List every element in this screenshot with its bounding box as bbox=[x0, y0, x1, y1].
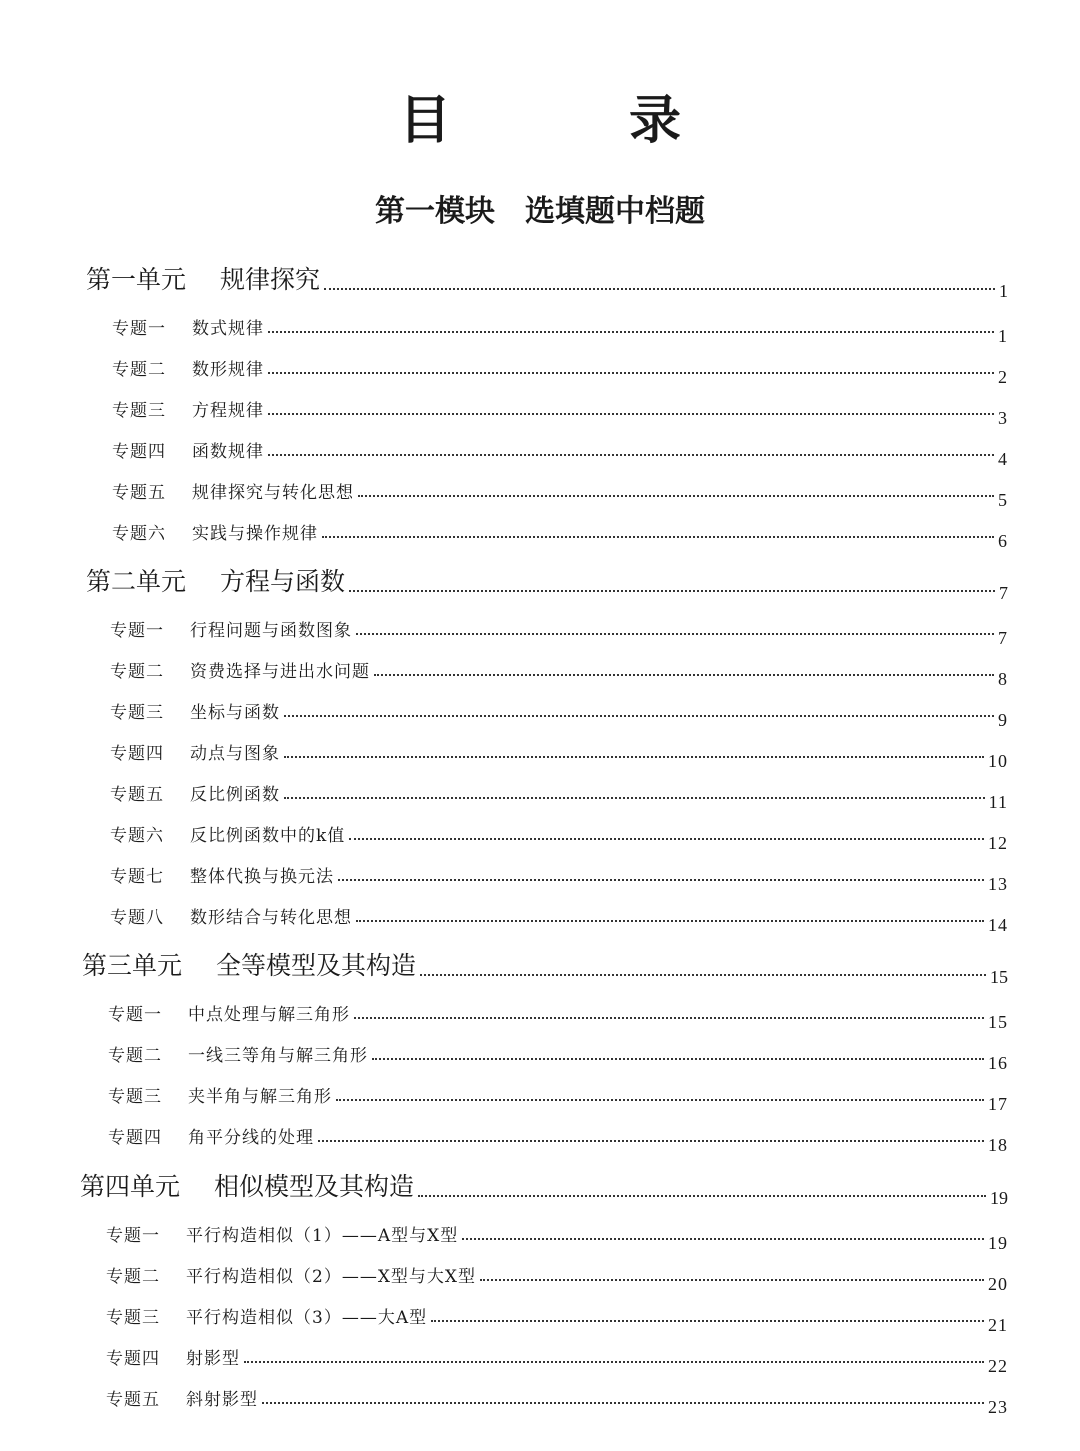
topic-entry-page-number: 12 bbox=[988, 833, 1008, 853]
topic-entry[interactable] bbox=[108, 1041, 1008, 1073]
topic-entry-leader-dots bbox=[356, 920, 984, 922]
topic-entry-label: 专题二 bbox=[108, 1046, 162, 1066]
topic-entry-leader-dots bbox=[356, 633, 994, 635]
topic-entry-page-number: 23 bbox=[988, 1397, 1008, 1417]
topic-entry-title: 坐标与函数 bbox=[190, 703, 280, 723]
topic-entry-page-number: 9 bbox=[998, 710, 1008, 730]
topic-entry-title: 整体代换与换元法 bbox=[190, 867, 334, 887]
topic-entry-page-number: 15 bbox=[988, 1012, 1008, 1032]
topic-entry-title: 平行构造相似（2）——X型与大X型 bbox=[186, 1267, 477, 1287]
topic-entry-leader-dots bbox=[336, 1099, 984, 1101]
unit-entry-leader-dots bbox=[418, 1195, 986, 1197]
topic-entry-page-number: 8 bbox=[998, 669, 1008, 689]
module-title-part1: 第一模块 bbox=[375, 194, 495, 229]
topic-entry-page-number: 14 bbox=[988, 915, 1008, 935]
topic-entry-title: 数形规律 bbox=[192, 360, 264, 380]
topic-entry[interactable] bbox=[110, 780, 1008, 812]
topic-entry-leader-dots bbox=[268, 372, 994, 374]
topic-entry-leader-dots bbox=[318, 1140, 984, 1142]
topic-entry-page-number: 3 bbox=[998, 408, 1008, 428]
topic-entry-title: 角平分线的处理 bbox=[188, 1128, 314, 1148]
unit-entry-title: 相似模型及其构造 bbox=[214, 1172, 415, 1201]
topic-entry-title: 反比例函数 bbox=[190, 785, 280, 805]
topic-entry-label: 专题八 bbox=[110, 908, 164, 928]
topic-entry-title: 射影型 bbox=[186, 1349, 240, 1369]
topic-entry-leader-dots bbox=[268, 413, 994, 415]
unit-entry[interactable] bbox=[82, 946, 1008, 987]
unit-entry-leader-dots bbox=[349, 590, 995, 592]
topic-entry[interactable] bbox=[108, 1082, 1008, 1114]
topic-entry[interactable] bbox=[112, 519, 1008, 551]
topic-entry-title: 实践与操作规律 bbox=[192, 524, 318, 544]
topic-entry[interactable] bbox=[112, 478, 1008, 510]
topic-entry-label: 专题五 bbox=[112, 483, 166, 503]
topic-entry-title: 数形结合与转化思想 bbox=[190, 908, 352, 928]
topic-entry[interactable] bbox=[106, 1262, 1008, 1294]
topic-entry[interactable] bbox=[106, 1344, 1008, 1376]
module-title bbox=[0, 186, 1080, 230]
topic-entry-page-number: 16 bbox=[988, 1053, 1008, 1073]
topic-entry-title: 方程规律 bbox=[192, 401, 264, 421]
unit-entry-title: 方程与函数 bbox=[220, 567, 346, 596]
topic-entry-title: 数式规律 bbox=[192, 319, 264, 339]
topic-entry[interactable] bbox=[110, 862, 1008, 894]
topic-entry-title: 资费选择与进出水问题 bbox=[190, 662, 370, 682]
unit-entry-label: 第一单元 bbox=[86, 265, 187, 294]
topic-entry-leader-dots bbox=[358, 495, 994, 497]
topic-entry-leader-dots bbox=[372, 1058, 984, 1060]
unit-entry[interactable] bbox=[86, 260, 1008, 301]
topic-entry-leader-dots bbox=[322, 536, 994, 538]
topic-entry-page-number: 17 bbox=[988, 1094, 1008, 1114]
topic-entry-label: 专题五 bbox=[110, 785, 164, 805]
topic-entry-page-number: 22 bbox=[988, 1356, 1008, 1376]
topic-entry-leader-dots bbox=[284, 715, 994, 717]
topic-entry-page-number: 1 bbox=[998, 326, 1008, 346]
topic-entry-label: 专题三 bbox=[112, 401, 166, 421]
topic-entry-leader-dots bbox=[374, 674, 994, 676]
topic-entry-leader-dots bbox=[262, 1402, 984, 1404]
topic-entry-title: 平行构造相似（1）——A型与X型 bbox=[186, 1226, 459, 1246]
topic-entry-leader-dots bbox=[284, 756, 984, 758]
unit-entry-page-number: 1 bbox=[999, 281, 1008, 301]
topic-entry-title: 斜射影型 bbox=[186, 1390, 258, 1410]
topic-entry[interactable] bbox=[112, 314, 1008, 346]
topic-entry-label: 专题四 bbox=[112, 442, 166, 462]
topic-entry-page-number: 6 bbox=[998, 531, 1008, 551]
topic-entry[interactable] bbox=[110, 821, 1008, 853]
unit-entry-label: 第三单元 bbox=[82, 951, 183, 980]
topic-entry-leader-dots bbox=[284, 797, 985, 799]
topic-entry-label: 专题四 bbox=[110, 744, 164, 764]
topic-entry[interactable] bbox=[108, 1000, 1008, 1032]
topic-entry[interactable] bbox=[110, 698, 1008, 730]
topic-entry-title: 平行构造相似（3）——大A型 bbox=[186, 1308, 428, 1328]
topic-entry-leader-dots bbox=[244, 1361, 984, 1363]
topic-entry[interactable] bbox=[106, 1385, 1008, 1417]
unit-entry[interactable] bbox=[86, 562, 1008, 603]
topic-entry-label: 专题一 bbox=[110, 621, 164, 641]
unit-entry-title: 全等模型及其构造 bbox=[216, 951, 417, 980]
topic-entry-page-number: 13 bbox=[988, 874, 1008, 894]
topic-entry-title: 规律探究与转化思想 bbox=[192, 483, 354, 503]
module-title-part2: 选填题中档题 bbox=[525, 194, 705, 229]
page-title: 目 录 bbox=[398, 91, 762, 151]
topic-entry[interactable] bbox=[108, 1123, 1008, 1155]
unit-entry-label: 第二单元 bbox=[86, 567, 187, 596]
topic-entry-label: 专题三 bbox=[106, 1308, 160, 1328]
topic-entry-title: 动点与图象 bbox=[190, 744, 280, 764]
unit-entry-leader-dots bbox=[324, 288, 995, 290]
topic-entry-label: 专题五 bbox=[106, 1390, 160, 1410]
topic-entry[interactable] bbox=[110, 616, 1008, 648]
topic-entry-page-number: 2 bbox=[998, 367, 1008, 387]
topic-entry-page-number: 21 bbox=[988, 1315, 1008, 1335]
topic-entry-page-number: 18 bbox=[988, 1135, 1008, 1155]
topic-entry-label: 专题六 bbox=[110, 826, 164, 846]
topic-entry-title: 一线三等角与解三角形 bbox=[188, 1046, 368, 1066]
unit-entry-title: 规律探究 bbox=[220, 265, 321, 294]
topic-entry[interactable] bbox=[112, 396, 1008, 428]
topic-entry-title: 行程问题与函数图象 bbox=[190, 621, 352, 641]
topic-entry-label: 专题七 bbox=[110, 867, 164, 887]
topic-entry-title: 反比例函数中的k值 bbox=[190, 826, 346, 846]
topic-entry-leader-dots bbox=[268, 454, 994, 456]
topic-entry-leader-dots bbox=[431, 1320, 984, 1322]
topic-entry-leader-dots bbox=[268, 331, 994, 333]
topic-entry-leader-dots bbox=[349, 838, 984, 840]
topic-entry-title: 函数规律 bbox=[192, 442, 264, 462]
unit-entry[interactable] bbox=[80, 1167, 1008, 1208]
topic-entry-label: 专题二 bbox=[112, 360, 166, 380]
unit-entry-label: 第四单元 bbox=[80, 1172, 181, 1201]
topic-entry[interactable] bbox=[110, 903, 1008, 935]
topic-entry-label: 专题四 bbox=[108, 1128, 162, 1148]
topic-entry-leader-dots bbox=[354, 1017, 984, 1019]
topic-entry[interactable] bbox=[106, 1221, 1008, 1253]
topic-entry-label: 专题一 bbox=[106, 1226, 160, 1246]
topic-entry-label: 专题二 bbox=[110, 662, 164, 682]
topic-entry-label: 专题三 bbox=[110, 703, 164, 723]
topic-entry-label: 专题二 bbox=[106, 1267, 160, 1287]
topic-entry-leader-dots bbox=[338, 879, 984, 881]
topic-entry[interactable] bbox=[112, 355, 1008, 387]
topic-entry-page-number: 7 bbox=[998, 628, 1008, 648]
topic-entry-label: 专题三 bbox=[108, 1087, 162, 1107]
topic-entry[interactable] bbox=[110, 739, 1008, 771]
topic-entry-label: 专题一 bbox=[112, 319, 166, 339]
topic-entry-page-number: 4 bbox=[998, 449, 1008, 469]
topic-entry-page-number: 5 bbox=[998, 490, 1008, 510]
topic-entry-label: 专题六 bbox=[112, 524, 166, 544]
topic-entry-label: 专题四 bbox=[106, 1349, 160, 1369]
topic-entry-title: 中点处理与解三角形 bbox=[188, 1005, 350, 1025]
unit-entry-leader-dots bbox=[420, 974, 986, 976]
topic-entry-label: 专题一 bbox=[108, 1005, 162, 1025]
topic-entry[interactable] bbox=[106, 1303, 1008, 1335]
topic-entry-leader-dots bbox=[462, 1238, 984, 1240]
topic-entry[interactable] bbox=[110, 657, 1008, 689]
topic-entry-page-number: 20 bbox=[988, 1274, 1008, 1294]
topic-entry[interactable] bbox=[112, 437, 1008, 469]
topic-entry-leader-dots bbox=[480, 1279, 984, 1281]
unit-entry-page-number: 7 bbox=[999, 583, 1008, 603]
topic-entry-title: 夹半角与解三角形 bbox=[188, 1087, 332, 1107]
topic-entry-page-number: 10 bbox=[988, 751, 1008, 771]
topic-entry-page-number: 19 bbox=[988, 1233, 1008, 1253]
unit-entry-page-number: 19 bbox=[990, 1188, 1008, 1208]
unit-entry-page-number: 15 bbox=[990, 967, 1008, 987]
topic-entry-page-number: 11 bbox=[988, 792, 1008, 812]
